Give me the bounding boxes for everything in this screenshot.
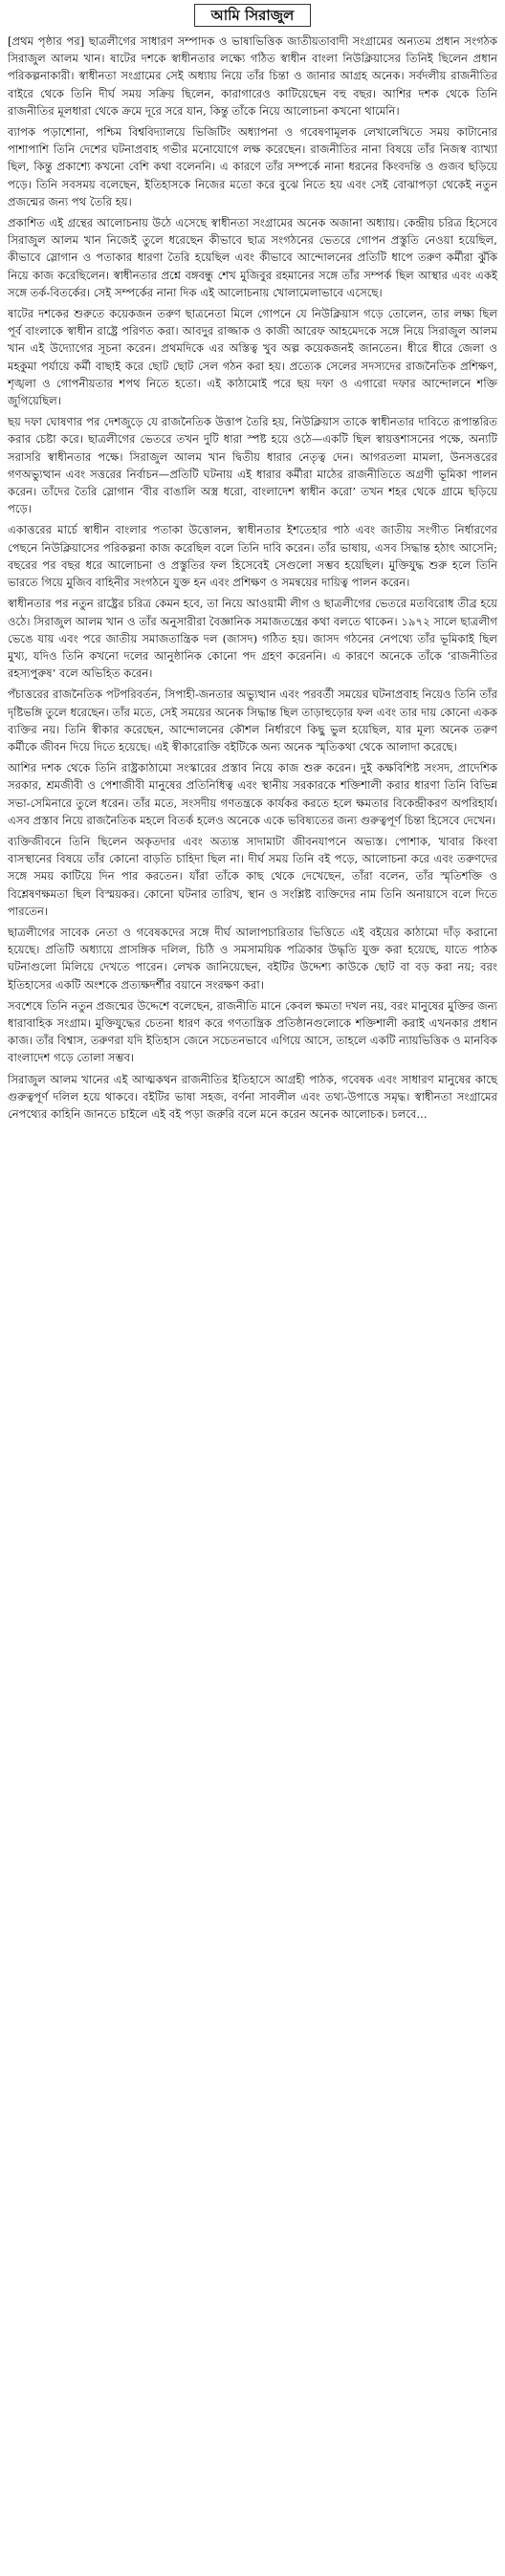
article-paragraph-12: সবশেষে তিনি নতুন প্রজন্মের উদ্দেশে বলেছেন, রাজনীতি মানে কেবল ক্ষমতা দখল নয়, বরং মানুষের মুক্তির জন্য ধারাবাহিক সংগ্রাম। মুক্তিযুদ্ধের চেতনা ধারণ করে গণতান্ত্রিক প্রতিষ্ঠানগুলোকে শক্তিশালী করাই এখনকার প্রধান কাজ। তাঁর বিশ্বাস, তরুণরা যদি ইতিহাস জেনে সচেতনভাবে এগিয়ে আসে, তাহলে একটি ন্যায়ভিত্তিক ও মানবিক বাংলাদেশ গড়ে তোলা সম্ভব। [8, 998, 497, 1065]
article-paragraph-9: আশির দশক থেকে তিনি রাষ্ট্রকাঠামো সংস্কারের প্রস্তাব নিয়ে কাজ শুরু করেন। দুই কক্ষবিশিষ্ট সংসদ, প্রাদেশিক সরকার, শ্রমজীবী ও পেশাজীবী মানুষের প্রতিনিধিত্ব এবং স্থানীয় সরকারকে শক্তিশালী করার ধারণা তিনি বিভিন্ন সভা-সেমিনারে তুলে ধরেন। তাঁর মতে, সংসদীয় গণতন্ত্রকে কার্যকর করতে হলে ক্ষমতার বিকেন্দ্রীকরণ অপরিহার্য। এসব প্রস্তাব নিয়ে রাজনৈতিক মহলে বিতর্ক হলেও অনেকে একে ভবিষ্যতের জন্য গুরুত্বপূর্ণ চিন্তা হিসেবে দেখেন। [8, 761, 497, 827]
article-paragraph-10: ব্যক্তিজীবনে তিনি ছিলেন অকৃতদার এবং অত্যন্ত সাদামাটা জীবনযাপনে অভ্যস্ত। পোশাক, খাবার কিংবা বাসস্থানের বিষয়ে তাঁর কোনো বাড়তি চাহিদা ছিল না। দীর্ঘ সময় তিনি বই পড়ে, আলোচনা করে এবং তরুণদের সঙ্গে সময় কাটিয়ে দিন পার করতেন। যাঁরা তাঁকে কাছ থেকে দেখেছেন, তাঁরা বলেন, তাঁর স্মৃতিশক্তি ও বিশ্লেষণক্ষমতা ছিল বিস্ময়কর। কোনো ঘটনার তারিখ, স্থান ও সংশ্লিষ্ট ব্যক্তিদের নাম তিনি অনায়াসে বলে দিতে পারতেন। [8, 834, 497, 918]
article-paragraph-2: ব্যাপক পড়াশোনা, পশ্চিম বিশ্ববিদ্যালয়ে ভিজিটিং অধ্যাপনা ও গবেষণামূলক লেখালেখিতে সময় কাটানোর পাশাপাশি তিনি দেশের ঘটনাপ্রবাহ গভীর মনোযোগে লক্ষ করেছেন। রাজনীতির নানা বিষয়ে তাঁর নিজস্ব ব্যাখ্যা ছিল, কিন্তু প্রকাশ্যে কখনো বেশি কথা বলেননি। এ কারণে তাঁর সম্পর্কে নানা ধরনের কিংবদন্তি ও গুজব ছড়িয়ে পড়ে। তিনি সবসময় বলেছেন, ইতিহাসকে নিজের মতো করে বুঝে নিতে হয় এবং সেই বোঝাপড়া থেকেই নতুন প্রজন্মের জন্য পথ তৈরি হয়। [8, 125, 497, 208]
article-paragraph-11: ছাত্রলীগের সাবেক নেতা ও গবেষকদের সঙ্গে দীর্ঘ আলাপচারিতার ভিত্তিতে এই বইয়ের কাঠামো দাঁড় করানো হয়েছে। প্রতিটি অধ্যায়ে প্রাসঙ্গিক দলিল, চিঠি ও সমসাময়িক পত্রিকার উদ্ধৃতি যুক্ত করা হয়েছে, যাতে পাঠক ঘটনাগুলো মিলিয়ে দেখতে পারেন। লেখক জানিয়েছেন, বইটির উদ্দেশ্য কাউকে ছোট বা বড় করা নয়; বরং ইতিহাসের একটি অংশকে প্রত্যক্ষদর্শীর বয়ানে সংরক্ষণ করা। [8, 925, 497, 992]
article-paragraph-3: প্রকাশিত এই গ্রন্থের আলোচনায় উঠে এসেছে স্বাধীনতা সংগ্রামের অনেক অজানা অধ্যায়। কেন্দ্রীয় চরিত্র হিসেবে সিরাজুল আলম খান নিজেই তুলে ধরেছেন কীভাবে ছাত্র সংগঠনের ভেতরে গোপন প্রস্তুতি নেওয়া হয়েছিল, কীভাবে স্লোগান ও পতাকার ধারণা তৈরি হয়েছিল এবং কীভাবে আন্দোলনের প্রতিটি ধাপে তরুণ কর্মীরা ঝুঁকি নিয়ে কাজ করেছিলেন। স্বাধীনতার প্রশ্নে বঙ্গবন্ধু শেখ মুজিবুর রহমানের সঙ্গে তাঁর সম্পর্ক ছিল আস্থার এবং একই সঙ্গে তর্ক-বিতর্কের। সেই সম্পর্কের নানা দিক এই আলোচনায় খোলামেলাভাবে এসেছে। [8, 216, 497, 299]
article-title: আমি সিরাজুল [194, 4, 311, 27]
article-paragraph-4: ষাটের দশকের শুরুতে কয়েকজন তরুণ ছাত্রনেতা মিলে গোপনে যে নিউক্লিয়াস গড়ে তোলেন, তার লক্ষ্য ছিল পূর্ব বাংলাকে স্বাধীন রাষ্ট্রে পরিণত করা। আবদুর রাজ্জাক ও কাজী আরেফ আহমেদকে সঙ্গে নিয়ে সিরাজুল আলম খান এই উদ্যোগের সূচনা করেন। প্রথমদিকে এর অস্তিত্ব খুব অল্প কয়েকজনই জানতেন। ধীরে ধীরে জেলা ও মহকুমা পর্যায়ে কর্মী বাছাই করে ছোট ছোট সেল গঠন করা হয়। প্রত্যেক সেলের সদস্যদের রাজনৈতিক প্রশিক্ষণ, শৃঙ্খলা ও গোপনীয়তার শপথ নিতে হতো। এই কাঠামোই পরে ছয় দফা ও এগারো দফার আন্দোলনে শক্তি জুগিয়েছিল। [8, 307, 497, 408]
article-paragraph-7: স্বাধীনতার পর নতুন রাষ্ট্রের চরিত্র কেমন হবে, তা নিয়ে আওয়ামী লীগ ও ছাত্রলীগের ভেতরে মতবিরোধ তীব্র হয়ে ওঠে। সিরাজুল আলম খান ও তাঁর অনুসারীরা বৈজ্ঞানিক সমাজতন্ত্রের কথা বলতে থাকেন। ১৯৭২ সালে ছাত্রলীগ ভেঙে যায় এবং পরে জাতীয় সমাজতান্ত্রিক দল (জাসদ) গঠিত হয়। জাসদ গঠনের নেপথ্যে তাঁর ভূমিকাই ছিল মুখ্য, যদিও তিনি কখনো দলের আনুষ্ঠানিক কোনো পদ গ্রহণ করেননি। এ কারণে অনেকে তাঁকে ‘রাজনীতির রহস্যপুরুষ’ বলে অভিহিত করেন। [8, 597, 497, 681]
article-paragraph-13: সিরাজুল আলম খানের এই আত্মকথন রাজনীতির ইতিহাসে আগ্রহী পাঠক, গবেষক এবং সাধারণ মানুষের কাছে গুরুত্বপূর্ণ দলিল হয়ে থাকবে। বইটির ভাষা সহজ, বর্ণনা সাবলীল এবং তথ্য-উপাত্তে সমৃদ্ধ। স্বাধীনতা সংগ্রামের নেপথ্যের কাহিনি জানতে চাইলে এই বই পড়া জরুরি বলে মনে করেন অনেক আলোচক। চলবে... [8, 1072, 497, 1121]
article-paragraph-8: পঁচাত্তরের রাজনৈতিক পটপরিবর্তন, সিপাহী-জনতার অভ্যুত্থান এবং পরবর্তী সময়ের ঘটনাপ্রবাহ নিয়েও তিনি তাঁর দৃষ্টিভঙ্গি তুলে ধরেছেন। তাঁর মতে, সেই সময়ের অনেক সিদ্ধান্ত ছিল তাড়াহুড়োর ফল এবং তার দায় কোনো একক ব্যক্তির নয়। তিনি স্বীকার করেছেন, আন্দোলনের কৌশল নির্ধারণে কিছু ভুল হয়েছিল, যার মূল্য অনেক তরুণ কর্মীকে জীবন দিয়ে দিতে হয়েছে। এই স্বীকারোক্তি বইটিকে অন্য অনেক স্মৃতিকথা থেকে আলাদা করেছে। [8, 688, 497, 753]
article-body [8, 33, 497, 1123]
article-paragraph-1: [প্রথম পৃষ্ঠার পর] ছাত্রলীগের সাধারণ সম্পাদক ও ভাষাভিত্তিক জাতীয়তাবাদী সংগ্রামের অন্যতম প্রধান সংগঠক সিরাজুল আলম খান। ষাটের দশকে স্বাধীনতার লক্ষ্যে গঠিত স্বাধীন বাংলা নিউক্লিয়াসের তিনিই ছিলেন প্রধান পরিকল্পনাকারী। স্বাধীনতা সংগ্রামের সেই অধ্যায় নিয়ে তাঁর চিন্তা ও জানার আগ্রহ অনেক। সর্বদলীয় রাজনীতির বাইরে থেকে তিনি দীর্ঘ সময় সক্রিয় ছিলেন, কারাগারেও কাটিয়েছেন বহু বছর। আশির দশক থেকে তিনি রাজনীতির মূলধারা থেকে ক্রমে দূরে সরে যান, কিন্তু তাঁকে নিয়ে আলোচনা কখনো থামেনি। [8, 34, 497, 118]
article-paragraph-5: ছয় দফা ঘোষণার পর দেশজুড়ে যে রাজনৈতিক উত্তাপ তৈরি হয়, নিউক্লিয়াস তাকে স্বাধীনতার দাবিতে রূপান্তরিত করার চেষ্টা করে। ছাত্রলীগের ভেতরে তখন দুটি ধারা স্পষ্ট হয়ে ওঠে—একটি ছিল স্বায়ত্তশাসনের পক্ষে, অন্যটি সরাসরি স্বাধীনতার পক্ষে। সিরাজুল আলম খান দ্বিতীয় ধারার নেতৃত্ব দেন। আগরতলা মামলা, উনসত্তরের গণঅভ্যুত্থান এবং সত্তরের নির্বাচন—প্রতিটি ঘটনায় এই ধারার কর্মীরা মাঠের রাজনীতিতে অগ্রণী ভূমিকা পালন করেন। তাঁদের তৈরি স্লোগান ‘বীর বাঙালি অস্ত্র ধরো, বাংলাদেশ স্বাধীন করো’ তখন শহর থেকে গ্রামে ছড়িয়ে পড়ে। [8, 415, 497, 516]
article-paragraph-6: একাত্তরের মার্চে স্বাধীন বাংলার পতাকা উত্তোলন, স্বাধীনতার ইশতেহার পাঠ এবং জাতীয় সংগীত নির্ধারণের পেছনে নিউক্লিয়াসের পরিকল্পনা কাজ করেছিল বলে তিনি দাবি করেন। তাঁর ভাষায়, এসব সিদ্ধান্ত হঠাৎ আসেনি; বছরের পর বছর ধরে আলোচনা ও প্রস্তুতির ফল হিসেবেই সেগুলো সম্ভব হয়েছিল। মুক্তিযুদ্ধ শুরু হলে তিনি ভারতে গিয়ে মুজিব বাহিনীর সংগঠনে যুক্ত হন এবং প্রশিক্ষণ ও সমন্বয়ের দায়িত্ব পালন করেন। [8, 523, 497, 590]
